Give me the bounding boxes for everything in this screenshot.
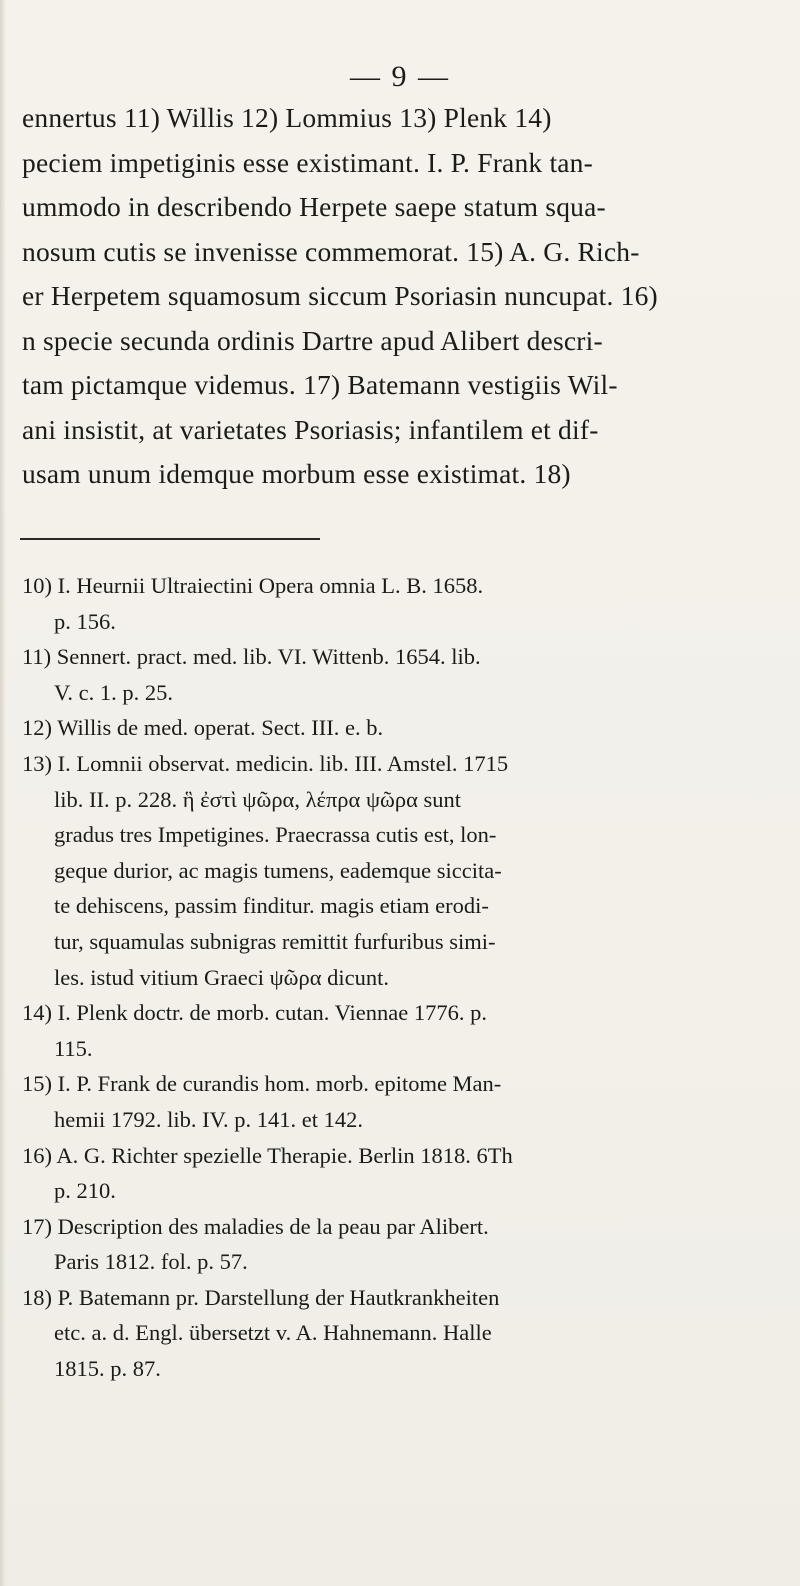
footnote-13 bbox=[22, 746, 782, 995]
body-line: ani insistit, at varietates Psoriasis; infantilem et dif- bbox=[22, 413, 599, 445]
footnotes bbox=[22, 568, 782, 1387]
footnote-line: te dehiscens, passim finditur. magis etiam erodi- bbox=[54, 893, 489, 919]
footnote-line: les. istud vitium Graeci ψῶρα dicunt. bbox=[54, 964, 389, 990]
body-line: er Herpetem squamosum siccum Psoriasin nuncupat. 16) bbox=[22, 280, 658, 311]
footnote-line: hemii 1792. lib. IV. p. 141. et 142. bbox=[54, 1106, 363, 1132]
footnote-line: etc. a. d. Engl. übersetzt v. A. Hahnemann. Halle bbox=[54, 1320, 492, 1346]
footnote-10 bbox=[22, 568, 782, 639]
footnote-line: gradus tres Impetigines. Praecrassa cutis est, lon- bbox=[54, 822, 497, 848]
body-line: peciem impetiginis esse existimant. I. P. Frank tan- bbox=[22, 146, 593, 178]
footnote-line: 17) Description des maladies de la peau par Alibert. bbox=[22, 1213, 489, 1239]
footnote-16 bbox=[22, 1138, 782, 1209]
footnote-line: Paris 1812. fol. p. 57. bbox=[54, 1249, 248, 1275]
footnote-line: 13) I. Lomnii observat. medicin. lib. III. Amstel. 1715 bbox=[22, 750, 509, 776]
body-line: tam pictamque videmus. 17) Batemann vestigiis Wil- bbox=[22, 369, 618, 400]
footnote-line: lib. II. p. 228. ἣ ἐστὶ ψῶρα, λέπρα ψῶρα sunt bbox=[54, 786, 461, 812]
footnote-line: 10) I. Heurnii Ultraiectini Opera omnia L. B. 1658. bbox=[22, 573, 484, 598]
footnote-18 bbox=[22, 1280, 782, 1387]
body-line: usam unum idemque morbum esse existimat. 18) bbox=[22, 458, 571, 489]
body-paragraph bbox=[22, 96, 782, 497]
footnote-line: 16) A. G. Richter spezielle Therapie. Berlin 1818. 6Th bbox=[22, 1142, 513, 1168]
footnote-line: 15) I. P. Frank de curandis hom. morb. epitome Man- bbox=[22, 1071, 502, 1097]
footnote-line: p. 156. bbox=[54, 608, 116, 634]
footnote-line: V. c. 1. p. 25. bbox=[54, 679, 173, 705]
body-line: ummodo in describendo Herpete saepe statum squa- bbox=[22, 191, 606, 222]
body-line: ennertus 11) Willis 12) Lommius 13) Plenk 14) bbox=[22, 102, 552, 133]
footnote-line: 18) P. Batemann pr. Darstellung der Hautkrankheiten bbox=[22, 1284, 500, 1310]
page-binding-shadow bbox=[0, 0, 6, 1586]
footnote-line: 14) I. Plenk doctr. de morb. cutan. Viennae 1776. p. bbox=[22, 1000, 488, 1026]
footnote-11 bbox=[22, 639, 782, 710]
footnote-12 bbox=[22, 710, 782, 746]
footnote-line: geque durior, ac magis tumens, eademque siccita- bbox=[54, 857, 502, 883]
footnote-15 bbox=[22, 1066, 782, 1137]
footnote-line: p. 210. bbox=[54, 1178, 116, 1204]
footnote-line: 115. bbox=[54, 1035, 93, 1061]
footnote-divider bbox=[20, 538, 320, 540]
footnote-line: 12) Willis de med. operat. Sect. III. e. b. bbox=[22, 715, 384, 741]
footnote-line: tur, squamulas subnigras remittit furfuribus simi- bbox=[54, 928, 496, 954]
page-number: — 9 — bbox=[350, 60, 450, 93]
footnote-17 bbox=[22, 1209, 782, 1280]
body-line: nosum cutis se invenisse commemorat. 15) A. G. Rich- bbox=[22, 235, 640, 267]
footnote-line: 1815. p. 87. bbox=[54, 1356, 161, 1382]
footnote-14 bbox=[22, 995, 782, 1066]
body-line: n specie secunda ordinis Dartre apud Alibert descri- bbox=[22, 324, 603, 356]
footnote-line: 11) Sennert. pract. med. lib. VI. Wittenb. 1654. lib. bbox=[22, 644, 481, 670]
